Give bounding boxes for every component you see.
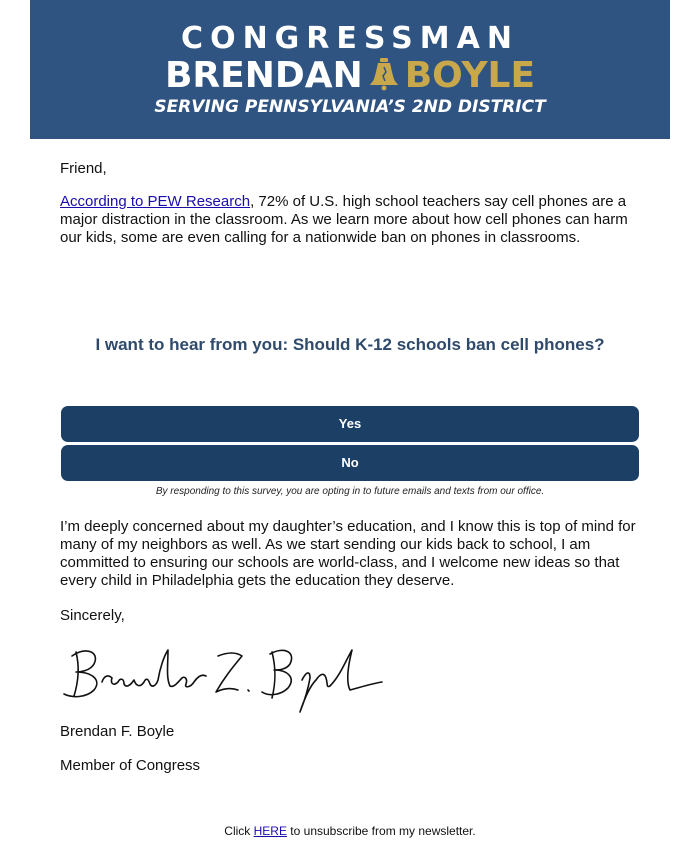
signature-image (58, 638, 388, 718)
liberty-bell-icon (369, 57, 399, 91)
banner-name (30, 56, 670, 96)
yes-button[interactable]: Yes (61, 406, 639, 442)
banner-congressman: CONGRESSMAN (181, 21, 519, 56)
survey-question: I want to hear from you: Should K-12 schools ban cell phones? (95, 335, 605, 354)
pew-research-link[interactable]: According to PEW Research (60, 193, 251, 210)
banner-last-name: BOYLE (404, 55, 536, 96)
footer-prefix: Click (224, 824, 254, 838)
intro-paragraph (60, 193, 640, 247)
intro-text: , 72% of U.S. high school teachers say cell phones are a major distraction in the classroom. As we learn more about how cell phones can harm our kids, some are even calling for a nationwide ban on phones in classrooms. (60, 193, 628, 246)
header-banner (30, 0, 670, 139)
banner-tagline: SERVING PENNSYLVANIA’S 2ND DISTRICT (154, 97, 546, 117)
footer-suffix: to unsubscribe from my newsletter. (286, 824, 476, 838)
body-paragraph: I’m deeply concerned about my daughter’s education, and I know this is top of mind for many of my neighbors as well. As we start sending our kids back to school, I am committed to ensuring our schools are world-class, and I welcome new ideas so that every child in Philadelphia gets the education they deserve. (60, 518, 636, 589)
survey-disclaimer: By responding to this survey, you are opting in to future emails and texts from our office. (155, 486, 545, 497)
greeting: Friend, (60, 160, 107, 177)
banner-first-name: BRENDAN (164, 55, 363, 96)
sender-title: Member of Congress (60, 757, 201, 774)
no-button[interactable]: No (61, 445, 639, 481)
signoff: Sincerely, (60, 607, 125, 624)
unsubscribe-link[interactable]: HERE (253, 824, 287, 838)
unsubscribe-footer (30, 824, 670, 838)
sender-name: Brendan F. Boyle (60, 723, 175, 740)
